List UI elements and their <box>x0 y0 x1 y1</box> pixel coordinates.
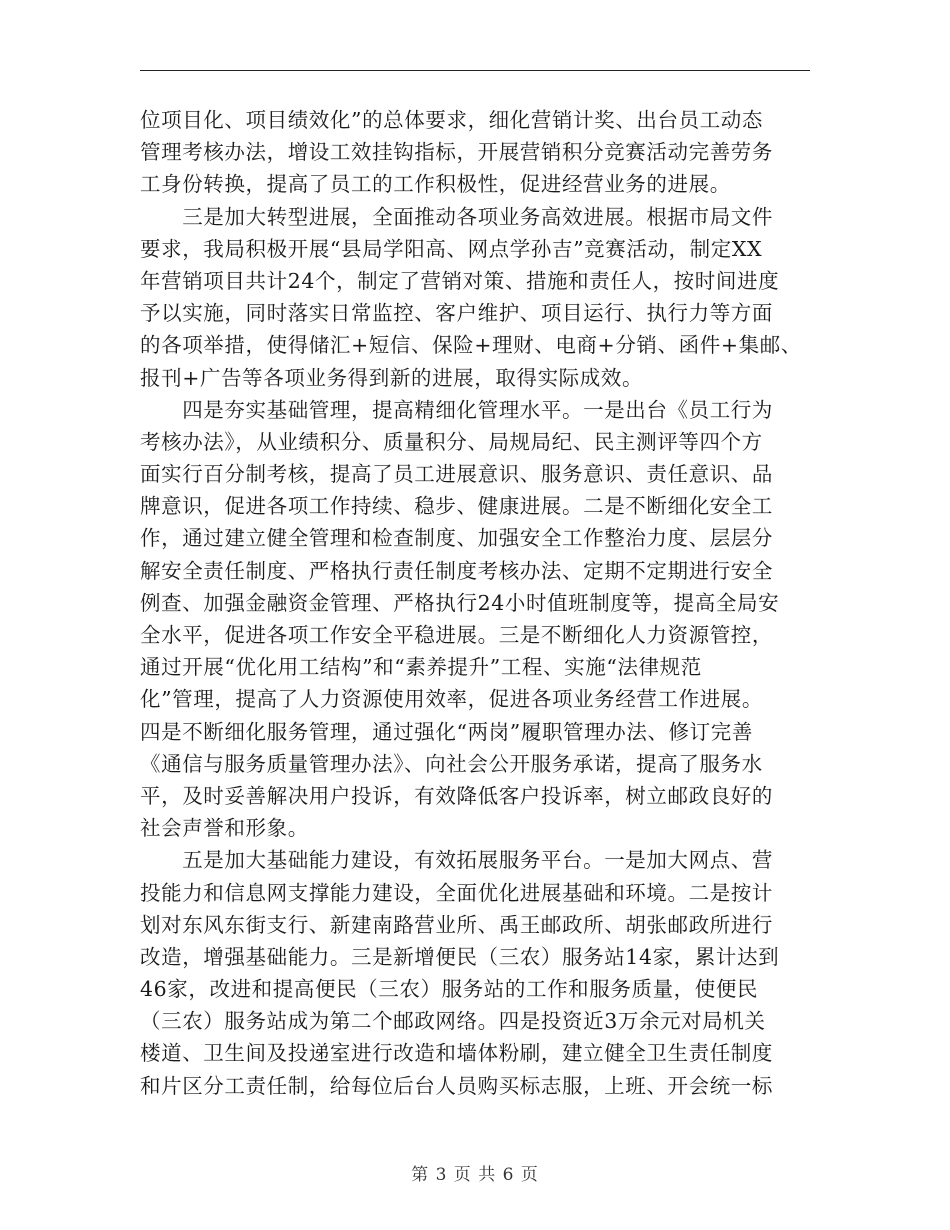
text-line: 划对东风东街支行、新建南路营业所、禹王邮政所、胡张邮政所进行 <box>140 912 773 937</box>
text-line: 的各项举措，使得储汇+短信、保险+理财、电商+分销、函件+集邮、 <box>140 333 802 358</box>
text-line: 解安全责任制度、严格执行责任制度考核办法、定期不定期进行安全 <box>140 558 773 583</box>
text-line: 面实行百分制考核，提高了员工进展意识、服务意识、责任意识、品 <box>140 462 773 487</box>
text-line: 三是加大转型进展，全面推动各项业务高效进展。根据市局文件 <box>140 204 773 229</box>
page-number: 第 3 页 共 6 页 <box>411 1165 539 1185</box>
text-line: 全水平，促进各项工作安全平稳进展。三是不断细化人力资源管控， <box>140 623 773 647</box>
text-line: 投能力和信息网支撑能力建设，全面优化进展基础和环境。二是按计 <box>140 880 773 905</box>
text-line: 四是不断细化服务管理，通过强化“两岗”履职管理办法、修订完善 <box>140 719 753 744</box>
text-line: 作，通过建立健全管理和检查制度、加强安全工作整治力度、层层分 <box>140 526 773 551</box>
text-line: 《通信与服务质量管理办法》、向社会公开服务承诺，提高了服务水 <box>140 751 763 776</box>
text-line: 改造，增强基础能力。三是新增便民（三农）服务站14家，累计达到 <box>140 944 780 969</box>
text-line: 予以实施，同时落实日常监控、客户维护、项目运行、执行力等方面 <box>140 301 773 326</box>
text-line: 通过开展“优化用工结构”和“素养提升”工程、实施“法律规范 <box>140 655 702 680</box>
text-line: （三农）服务站成为第二个邮政网络。四是投资近3万余元对局机关 <box>140 1009 766 1034</box>
text-line: 例查、加强金融资金管理、严格执行24小时值班制度等，提高全局安 <box>140 590 780 615</box>
text-line: 四是夯实基础管理，提高精细化管理水平。一是出台《员工行为 <box>140 397 773 422</box>
text-line: 平，及时妥善解决用户投诉，有效降低客户投诉率，树立邮政良好的 <box>140 783 773 808</box>
text-line: 化”管理，提高了人力资源使用效率，促进各项业务经营工作进展。 <box>140 687 763 712</box>
text-line: 五是加大基础能力建设，有效拓展服务平台。一是加大网点、营 <box>140 848 773 873</box>
text-line: 要求，我局积极开展“县局学阳高、网点学孙吉”竞赛活动，制定XX <box>140 236 763 261</box>
text-line: 社会声誉和形象。 <box>140 816 309 841</box>
text-line: 报刊+广告等各项业务得到新的进展，取得实际成效。 <box>140 365 644 390</box>
text-line: 位项目化、项目绩效化”的总体要求，细化营销计奖、出台员工动态 <box>140 108 763 132</box>
header-rule <box>140 70 810 71</box>
text-line: 考核办法》，从业绩积分、质量积分、局规局纪、民主测评等四个方 <box>140 429 763 454</box>
document-body <box>140 104 810 1102</box>
text-line: 牌意识，促进各项工作持续、稳步、健康进展。二是不断细化安全工 <box>140 494 773 519</box>
text-line: 46家，改进和提高便民（三农）服务站的工作和服务质量，使便民 <box>140 977 759 1002</box>
text-line: 楼道、卫生间及投递室进行改造和墙体粉刷，建立健全卫生责任制度 <box>140 1041 773 1066</box>
text-line: 管理考核办法，增设工效挂钩指标，开展营销积分竞赛活动完善劳务 <box>140 140 773 165</box>
text-line: 年营销项目共计24个，制定了营销对策、措施和责任人，按时间进度 <box>140 268 780 293</box>
text-line: 和片区分工责任制，给每位后台人员购买标志服，上班、开会统一标 <box>140 1073 773 1098</box>
text-line: 工身份转换，提高了员工的工作积极性，促进经营业务的进展。 <box>140 172 731 197</box>
